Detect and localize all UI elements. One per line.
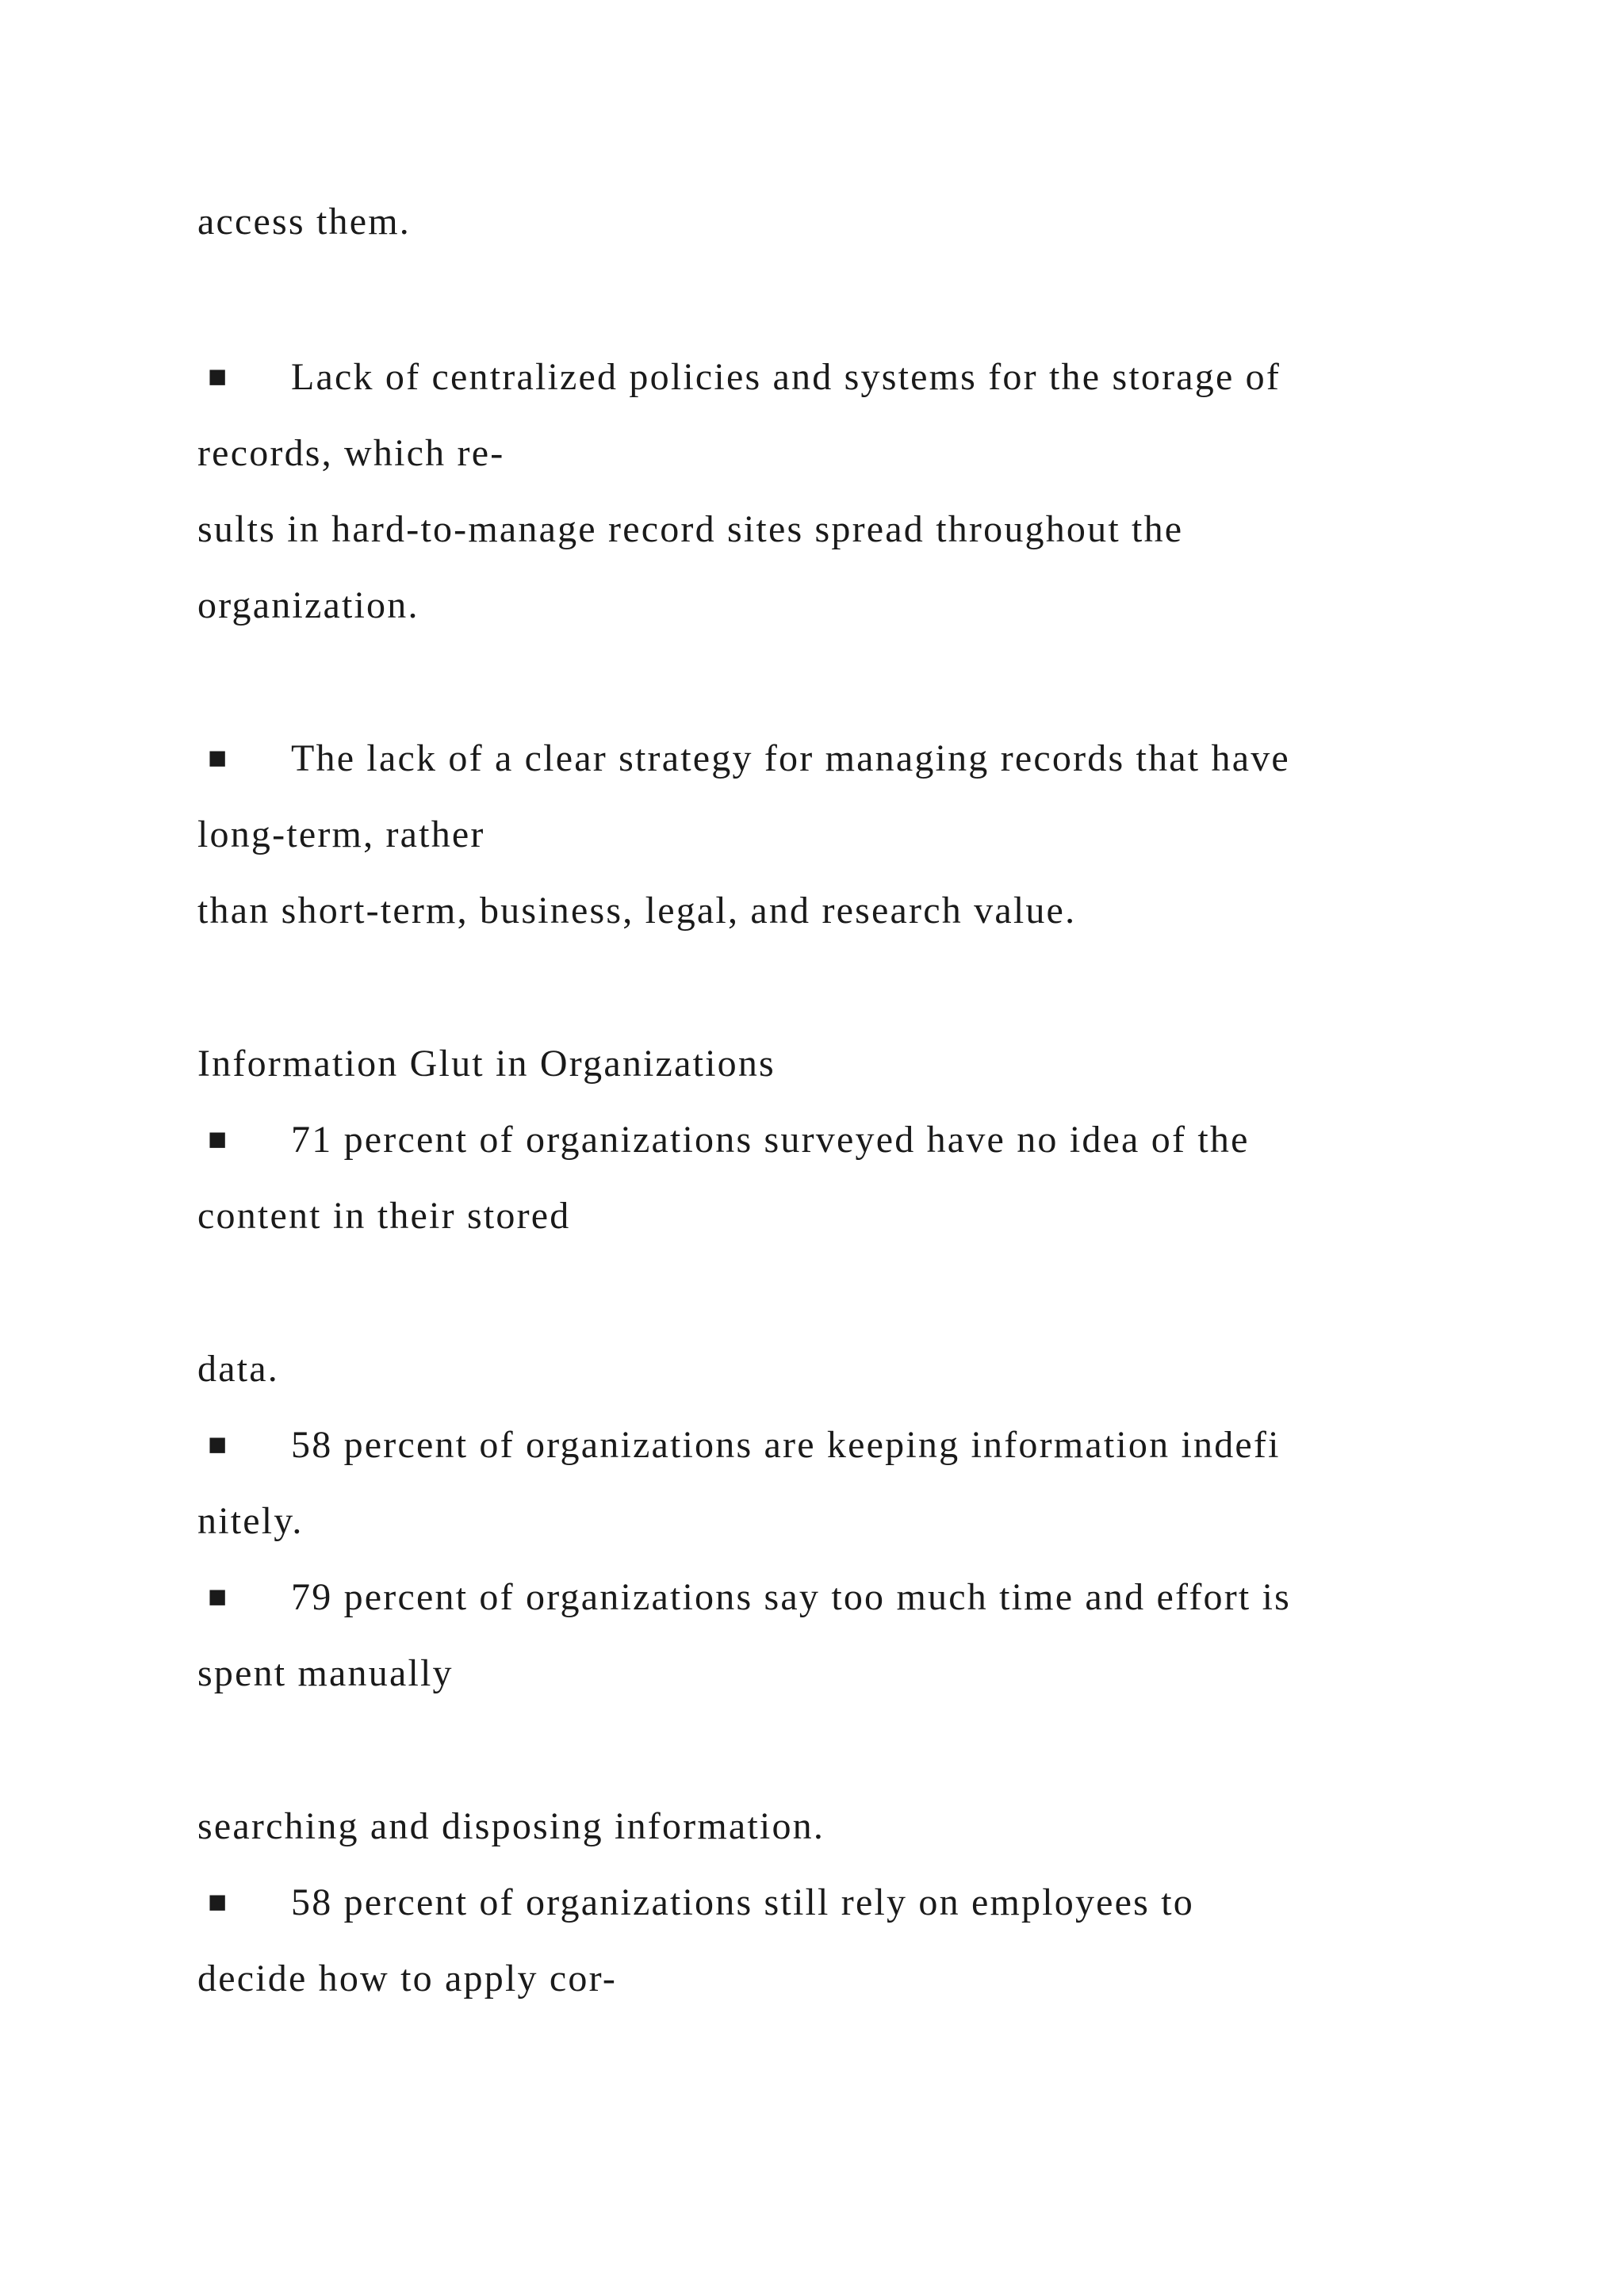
bullet-item <box>208 1121 1250 1159</box>
text-line <box>197 813 485 855</box>
text-line <box>197 1957 618 1999</box>
section-heading <box>197 1045 776 1083</box>
bullet-item <box>208 1578 1291 1617</box>
text-line <box>197 434 504 473</box>
bullet-icon: ■ <box>208 1884 229 1919</box>
text-span: 79 percent of organizations say too much time and effort is <box>291 1576 1292 1618</box>
bullet-icon: ■ <box>208 1578 229 1614</box>
text-line <box>197 508 1184 550</box>
text-line <box>197 203 411 241</box>
text-span: decide how to apply cor- <box>197 1957 618 1999</box>
text-span: records, which re- <box>197 432 505 474</box>
text-line <box>197 1805 825 1847</box>
bullet-icon: ■ <box>208 1121 229 1157</box>
text-line <box>197 1350 279 1388</box>
text-span: Information Glut in Organizations <box>197 1043 776 1085</box>
bullet-icon: ■ <box>208 358 229 394</box>
bullet-item <box>208 737 1290 779</box>
text-span: spent manually <box>197 1652 454 1694</box>
text-span: 71 percent of organizations surveyed have no idea of the <box>291 1119 1250 1161</box>
text-span: content in their stored <box>197 1195 571 1237</box>
text-line <box>197 1197 570 1235</box>
text-span: nitely. <box>197 1500 304 1542</box>
bullet-item <box>208 1881 1194 1923</box>
text-line <box>197 1652 454 1694</box>
text-span: long-term, rather <box>197 813 485 855</box>
bullet-item <box>208 358 1281 396</box>
text-line <box>197 892 1076 930</box>
text-span: 58 percent of organizations are keeping information indefi <box>291 1424 1281 1466</box>
text-span: Lack of centralized policies and systems for the storage of <box>291 356 1281 398</box>
text-span: than short-term, business, legal, and research value. <box>197 890 1077 932</box>
text-span: sults in hard-to-manage record sites spread throughout the <box>197 508 1184 550</box>
bullet-icon: ■ <box>208 1426 229 1462</box>
text-span: access them. <box>197 201 411 243</box>
text-line <box>197 584 419 626</box>
text-span: The lack of a clear strategy for managing records that have <box>291 737 1290 779</box>
text-span: searching and disposing information. <box>197 1805 825 1847</box>
bullet-item <box>208 1426 1281 1464</box>
text-span: 58 percent of organizations still rely on employees to <box>291 1881 1194 1923</box>
text-span: data. <box>197 1348 279 1390</box>
text-line <box>197 1502 304 1540</box>
bullet-icon: ■ <box>208 740 229 775</box>
text-span: organization. <box>197 584 419 626</box>
